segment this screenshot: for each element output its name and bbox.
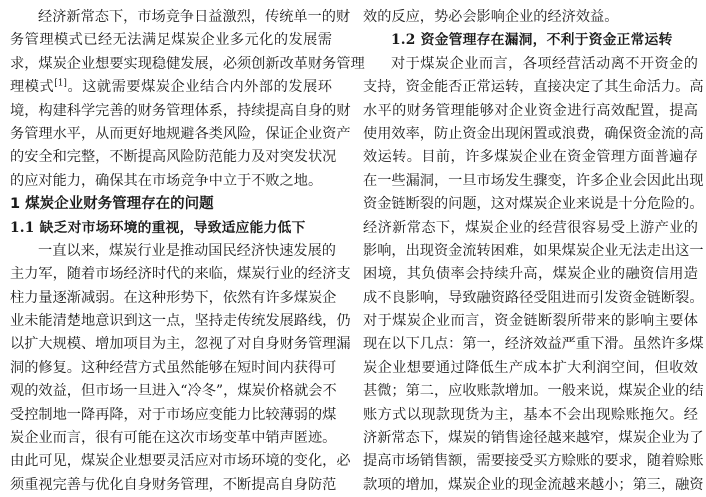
right-text-line: 对于煤炭企业而言，各项经营活动离不开资金的 <box>391 55 698 72</box>
right-text-line: 炭企业想要通过降低生产成本扩大利润空间，但收效 <box>363 359 698 376</box>
left-text-line: 经济新常态下，市场竞争日益激烈，传统单一的财 <box>38 9 351 25</box>
left-text-line: 求，煤炭企业想要实现稳健发展，必须创新改革财务管理 <box>10 55 365 72</box>
right-text-line: 效的反应，势必会影响企业的经济效益。 <box>363 9 619 25</box>
right-text-line: 水平的财务管理能够对企业资金进行高效配置，提高 <box>363 102 698 119</box>
left-text-line: 业未能清楚地意识到这一点，坚持走传统发展路线，仍 <box>10 313 351 330</box>
right-text-line: 困境，其负债率会持续升高，煤炭企业的融资信用造 <box>363 266 698 283</box>
left-text-line: 洞的修复。这种经营方式虽然能够在短时间内获得可 <box>10 359 337 376</box>
subsection-heading: 1.2 资金管理存在漏洞，不利于资金正常运转 <box>391 32 673 49</box>
subsection-heading: 1.1 缺乏对市场环境的重视，导致适应能力低下 <box>10 219 306 236</box>
left-text-line: 主力军，随着市场经济时代的来临，煤炭行业的经济支 <box>10 266 351 283</box>
right-text-line: 款项的增加，煤炭企业的现金流越来越小；第三，融资 <box>363 476 704 493</box>
right-text-line: 影响，出现资金流转困难，如果煤炭企业无法走出这一 <box>363 242 704 259</box>
left-text-line: 的安全和完整，不断提高风险防范能力及对突发状况 <box>10 149 337 166</box>
right-text-line: 成不良影响，导致融资路径受阻进而引发资金链断裂。 <box>363 289 704 306</box>
right-text-line: 经济新常态下，煤炭企业的经营很容易受上游产业的 <box>363 219 698 236</box>
left-text-line: 务管理水平，从而更好地规避各类风险，保证企业资产 <box>10 125 351 142</box>
left-text-line: 柱力量逐渐减弱。在这种形势下，依然有许多煤炭企 <box>10 289 337 306</box>
section-heading: 1 煤炭企业财务管理存在的问题 <box>10 196 214 213</box>
right-text-line: 资金链断裂的问题，这对煤炭企业来说是十分危险的。 <box>363 196 704 213</box>
right-text-line: 济新常态下，煤炭的销售途径越来越窄，煤炭企业为了 <box>363 430 704 447</box>
right-text-line: 支持，资金能否正常运转，直接决定了其生命活力。高 <box>363 79 704 96</box>
citation-marker: [1] <box>54 78 67 89</box>
left-text-line: 须重视完善与优化自身财务管理，不断提高自身防范 <box>10 476 337 493</box>
right-text-column <box>363 6 704 497</box>
right-text-line: 在一些漏洞，一旦市场发生骤变，许多企业会因此出现 <box>363 172 704 189</box>
right-text-line: 使用效率，防止资金出现闲置或浪费，确保资金流的高 <box>363 125 704 142</box>
right-text-line: 提高市场销售额，需要接受买方赊账的要求，随着赊账 <box>363 453 704 470</box>
right-text-line: 现在以下几点：第一，经济效益严重下滑。虽然许多煤 <box>363 336 704 353</box>
left-text-line: 境，构建科学完善的财务管理体系，持续提高自身的财 <box>10 102 351 119</box>
left-text-line: 由此可见，煤炭企业想要灵活应对市场环境的变化，必 <box>10 453 351 470</box>
left-text-line: 务管理模式已经无法满足煤炭企业多元化的发展需 <box>10 32 332 49</box>
left-text-line: 以扩大规模、增加项目为主，忽视了对自身财务管理漏 <box>10 336 351 353</box>
right-text-line: 对于煤炭企业而言，资金链断裂所带来的影响主要体 <box>363 313 698 330</box>
left-text-line: 受控制地一降再降，对于市场应变能力比较薄弱的煤 <box>10 406 337 423</box>
right-text-line: 账方式以现款现货为主，基本不会出现赊账拖欠。经 <box>363 406 698 423</box>
left-text-column <box>10 6 365 497</box>
right-text-line: 效运转。目前，许多煤炭企业在资金管理方面普遍存 <box>363 149 698 166</box>
left-text-line: 炭企业而言，很有可能在这次市场变革中销声匿迹。 <box>10 430 337 447</box>
right-text-line: 甚微；第二，应收账款增加。一般来说，煤炭企业的结 <box>363 383 704 400</box>
left-text-line: 理模式[1]。这就需要煤炭企业结合内外部的发展环 <box>10 78 332 96</box>
left-text-line: 一直以来，煤炭行业是推动国民经济快速发展的 <box>38 242 336 259</box>
left-text-line: 的应对能力，确保其在市场竞争中立于不败之地。 <box>10 172 323 189</box>
left-text-line: 观的效益，但市场一旦进入“冷冬”，煤炭价格就会不 <box>10 383 337 400</box>
